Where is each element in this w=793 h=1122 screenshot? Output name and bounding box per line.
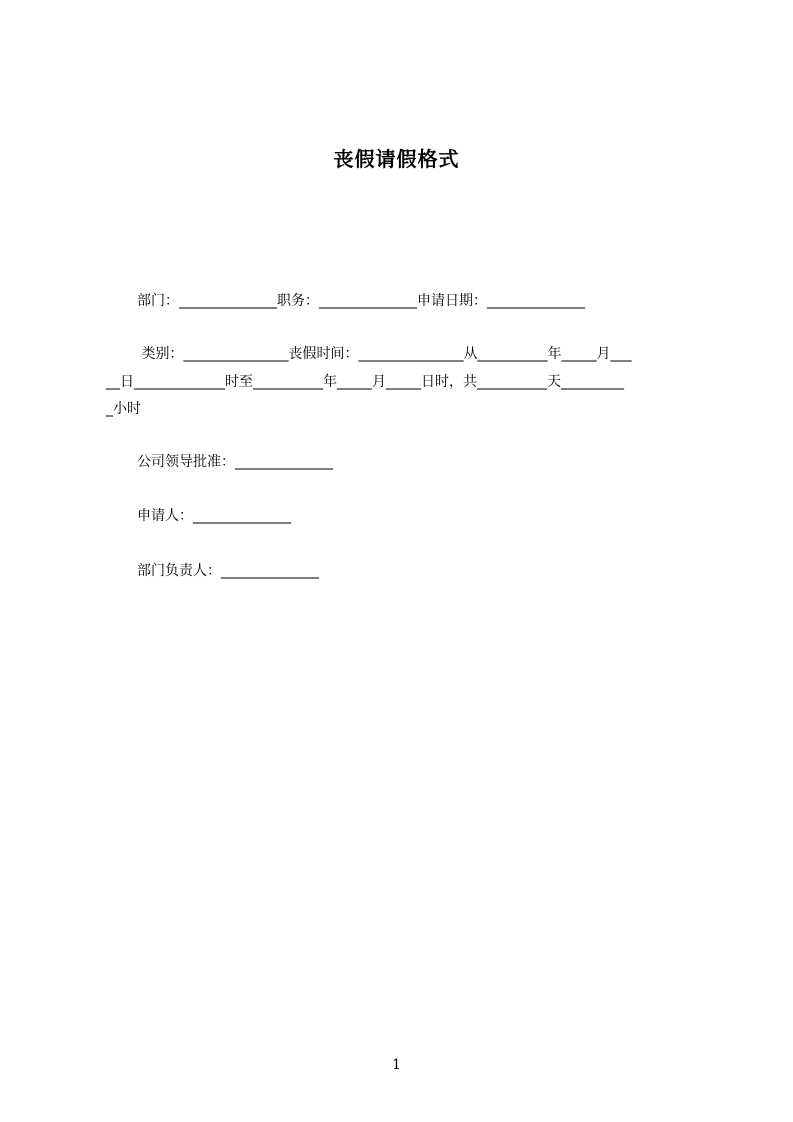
applicant-line: 申请人：______________ [137,508,291,524]
page-number: 1 [392,1057,401,1073]
dept-head-line: 部门负责人：______________ [137,563,319,579]
leave-type-time-line-3: _小时 [106,401,141,417]
document-title: 丧假请假格式 [333,147,460,171]
dept-job-date-line: 部门：______________职务：______________申请日期：______________ [137,293,585,309]
leave-type-time-line-1: 类别：_______________丧假时间：_______________从__________年_____月___ [137,346,632,362]
leader-approval-line: 公司领导批准：______________ [137,454,333,470]
leave-type-time-line-2: __日_____________时至__________年_____月_____日时，共__________天_________ [106,374,624,390]
